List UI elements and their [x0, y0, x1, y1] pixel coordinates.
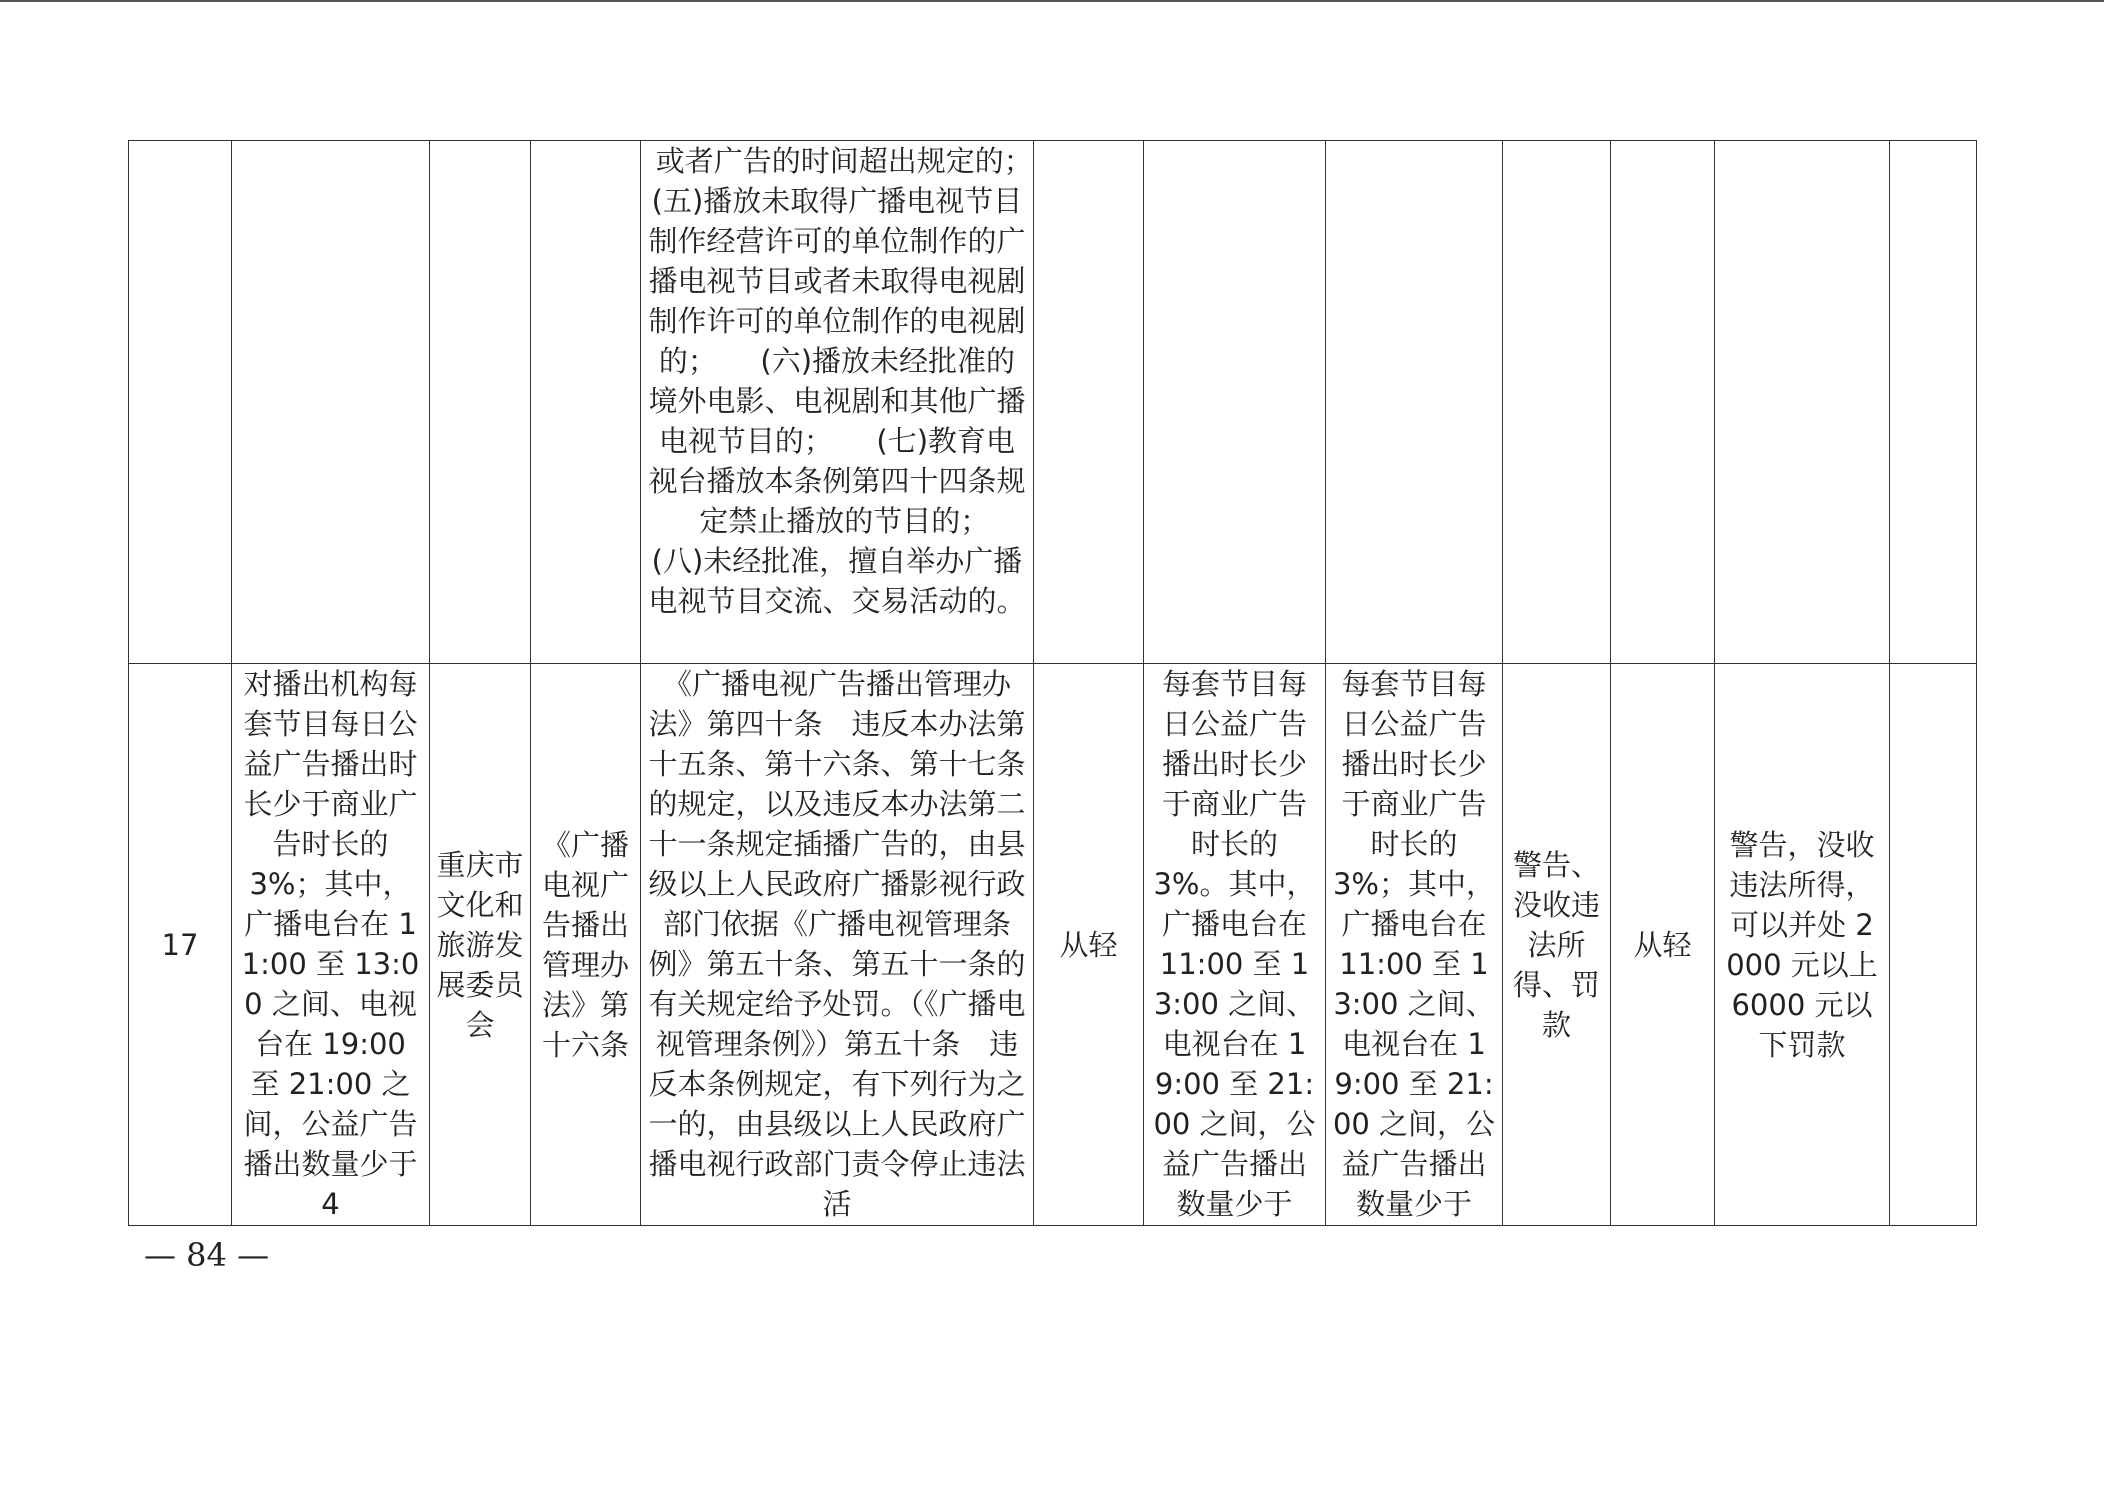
cell-penalty-type: 警告、没收违法所得、罚款: [1503, 664, 1611, 1226]
cell-degree-2: 从轻: [1611, 664, 1715, 1226]
cell-department-empty: [430, 141, 531, 664]
cell-law-empty: [531, 141, 641, 664]
cell-basis-continued: 或者广告的时间超出规定的； (五)播放未取得广播电视节目制作经营许可的单位制作的广播电视节目或者未取得电视剧制作许可的单位制作的电视剧的； (六)播放未经批准的境外电影、电视剧和其他广播电视节目的； (七)教育电视台播放本条例第四十四条规定禁止播放的节目的； (八)未经批准，擅自举办广播电视节目交流、交易活动的。: [641, 141, 1034, 664]
cell-basis: 《广播电视广告播出管理办法》第四十条 违反本办法第十五条、第十六条、第十七条的规定，以及违反本办法第二十一条规定插播广告的，由县级以上人民政府广播影视行政部门依据《广播电视管理条例》第五十条、第五十一条的有关规定给予处罚。（《广播电视管理条例》）第五十条 违反本条例规定，有下列行为之一的，由县级以上人民政府广播电视行政部门责令停止违法活: [641, 664, 1034, 1226]
cell-degree-empty: [1034, 141, 1144, 664]
cell-violation-empty: [232, 141, 430, 664]
page-number: — 84 —: [144, 1236, 270, 1274]
cell-number-empty: [129, 141, 232, 664]
cell-penalty-standard: 警告，没收违法所得，可以并处 2000 元以上 6000 元以下罚款: [1715, 664, 1890, 1226]
table-row-continued: [129, 141, 1977, 664]
cell-remark-empty: [1890, 141, 1977, 664]
cell-law-name: 《广播电视广告播出管理办法》第十六条: [531, 664, 641, 1226]
cell-degree: 从轻: [1034, 664, 1144, 1226]
cell-standard-empty: [1715, 141, 1890, 664]
cell-remark: [1890, 664, 1977, 1226]
cell-department: 重庆市文化和旅游发展委员会: [430, 664, 531, 1226]
table-row-17: [129, 664, 1977, 1226]
cell-violation: 对播出机构每套节目每日公益广告播出时长少于商业广告时长的 3%；其中，广播电台在 11:00 至 13:00 之间、电视台在 19:00 至 21:00 之间，公益广告播出数量少于 4: [232, 664, 430, 1226]
cell-row-number: 17: [129, 664, 232, 1226]
cell-circumstance1-empty: [1144, 141, 1326, 664]
cell-degree2-empty: [1611, 141, 1715, 664]
top-border-line: [0, 0, 2104, 2]
cell-circumstance-2: 每套节目每日公益广告播出时长少于商业广告时长的 3%；其中，广播电台在 11:00 至 13:00 之间、电视台在 19:00 至 21:00 之间，公益广告播出数量少于: [1326, 664, 1503, 1226]
penalty-standards-table: [128, 140, 1977, 1226]
cell-circumstance2-empty: [1326, 141, 1503, 664]
cell-circumstance-1: 每套节目每日公益广告播出时长少于商业广告时长的 3%。其中，广播电台在 11:00 至 13:00 之间、电视台在 19:00 至 21:00 之间，公益广告播出数量少于: [1144, 664, 1326, 1226]
cell-penalty-type-empty: [1503, 141, 1611, 664]
